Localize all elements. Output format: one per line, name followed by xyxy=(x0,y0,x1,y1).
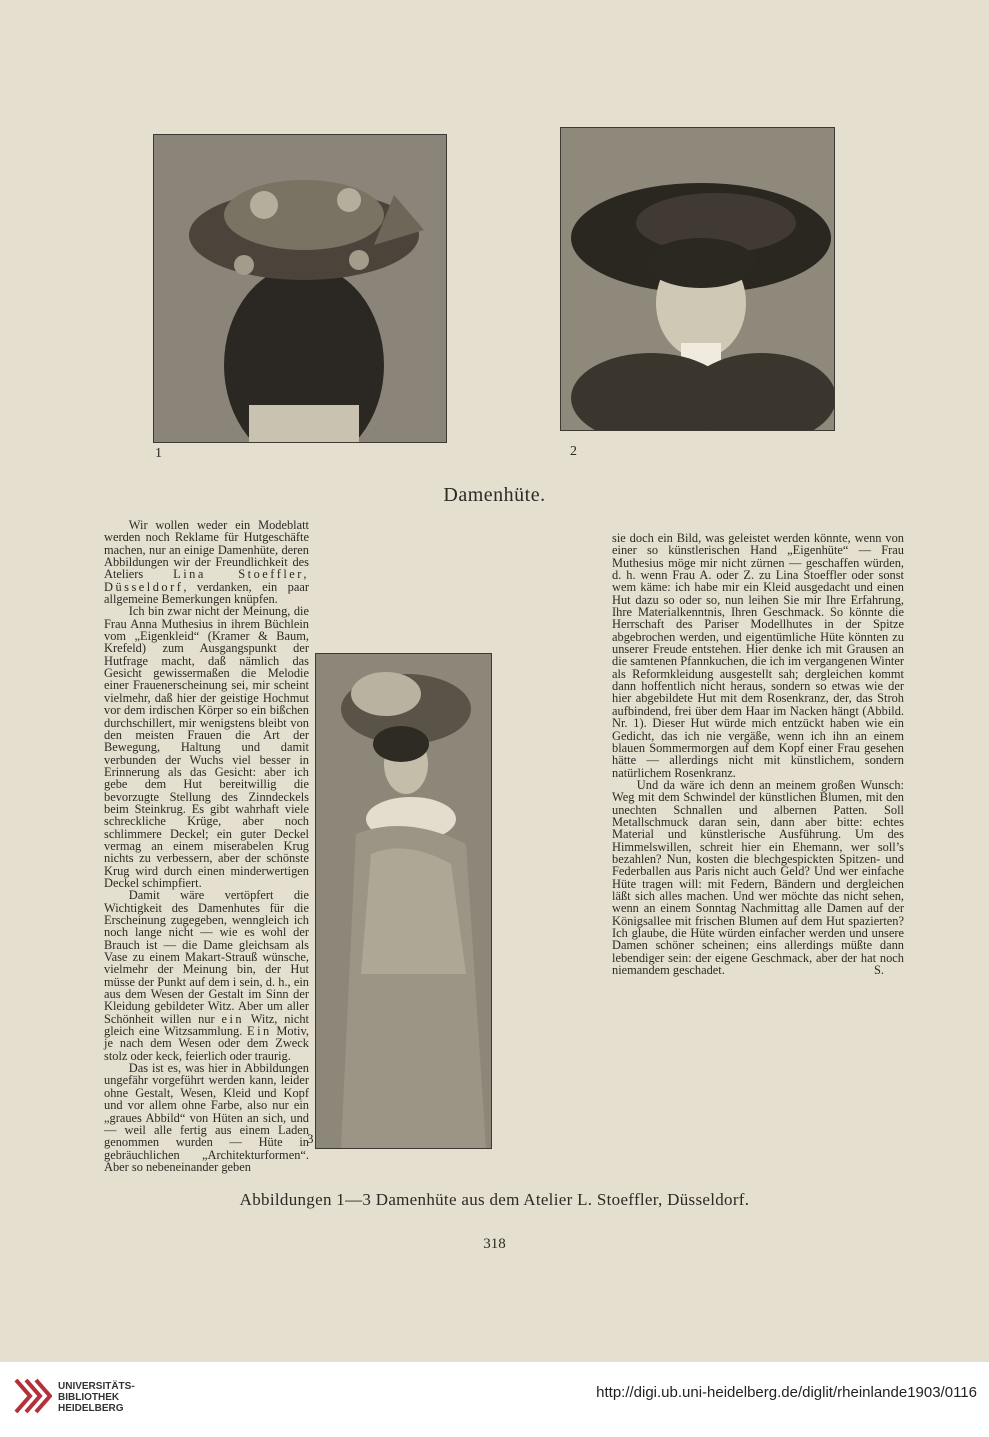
column-gap xyxy=(518,532,612,650)
article-title: Damenhüte. xyxy=(443,484,546,506)
left-paragraph-4: Das ist es, was hier in Abbildungen ungefähr vorgeführt werden kann, leider ohne Gestalt, Wesen, Kleid und Kopf und vor allem ohne Farbe, also nur ein „graues Abbild“ von Hüten an sich, und — weil alle fertig aus einem Laden genommen wurden — Hüte in gebräuchlichen „Architekturformen“. Aber so nebeneinander geben xyxy=(104,1061,309,1174)
author-signature: S. xyxy=(874,963,884,978)
left-paragraph-3: Damit wäre vertöpfert die Wichtigkeit des Damenhutes für die Erscheinung zugegeben, wenngleich ich noch lange nicht — wie es wohl der Brauch ist — die Dame gleichsam als Vase zu einem Makart-Strauß wünsche, vielmehr der Meinung bin, der Hut müsse der Punkt auf dem i sein, d. h., ein aus dem Wesen der Gestalt im Sinn der Kleidung gebildeter Witz. Aber um aller Schönheit willen nur ein Witz, nicht gleich eine Witzsammlung. Ein Motiv, je nach dem Wesen oder dem Zweck stolz oder keck, feierlich oder traurig. xyxy=(104,888,309,1063)
figure-3-illustration xyxy=(315,653,492,1149)
figure-1-photo xyxy=(153,134,447,443)
left-paragraph-2: Ich bin zwar nicht der Meinung, die Frau Anna Muthesius in ihrem Büchlein vom „Eigenkleid“ (Kramer & Baum, Krefeld) zum Ausgangspunkt der Hutfrage macht, daß nämlich das Gesicht gewissermaßen die Melodie einer Frauenerscheinung sei, mir scheint vielmehr, daß hier der geistige Hochmut vor dem irdischen Körper so ein bißchen durchschillert, mir wenigstens bleibt von den meisten Frauen die Art der Bewegung, Haltung und damit verbunden der Wuchs viel besser in Erinnerung als das Gesicht: aber ich gebe dem Hut bereitwillig die bevorzugte Stellung des Zinndeckels beim Steinkrug. Es gibt wahrhaft viele schreckliche Krüge, aber noch schlimmere Deckel; ein guter Deckel vermag an einem miserabelen Krug nichts zu verbessern, aber der schönste Krug wird durch einen minderwertigen Deckel schimpfiert. xyxy=(104,604,309,890)
right-paragraph-2: Und da wäre ich denn an meinem großen Wunsch: Weg mit dem Schwindel der künstlichen Blumen, mit den unechten Schnallen und albernen Patten. Soll Metallschmuck daran sein, dann aber bitte: echtes Material und künstlerische Ausführung. Um des Himmelswillen, schreit hier ein Ehemann, wer soll’s bezahlen? Nun, kosten die blechgespickten Spitzen- und Federballen aus Paris nicht auch Geld? Und wer einfache Hüte tragen will: mit Federn, Bändern und dergleichen läßt sich alles machen. Und wer möchte das nicht sehen, wenn an einem Sonntag Nachmittag alle Damen auf der Königsallee mit frischen Blumen auf dem Hut spazierten? Ich glaube, die Hüte würden einfacher werden und unsere Damen schöner scheinen; eins allerdings müßte dann lebendiger sein: der eigene Geschmack, aber der hat noch niemandem geschadet. xyxy=(612,777,904,978)
left-column xyxy=(104,519,490,1173)
figure-2-illustration xyxy=(561,128,834,430)
footer-bar xyxy=(0,1362,989,1437)
figure-2-number: 2 xyxy=(570,444,577,459)
right-paragraph-1: sie doch ein Bild, was geleistet werden könnte, wenn von einer so künstlerischen Hand „Eigenhüte“ — Frau Muthesius möge mir nicht zürnen — geschaffen würden, d. h. wenn Frau A. oder Z. zu Lina Stoeffler oder sonst wem käme: ich habe mir ein Kleid ausgedacht und einen Hut dazu so oder so, nun leihen Sie mir Ihre Erfahrung, Ihre Materialkenntnis, Ihren Geschmack. So könnte die Herrschaft des Pariser Modellhutes in der Spitze abgebrochen werden, und eigentümliche Hüte könnten zu unserer Freude entstehen. Hier denke ich mit Grausen an die samtenen Pfannkuchen, die ich im vergangenen Winter als Reformkleidung ausgestellt sah; dergleichen kommt dann hoffentlich nicht heraus, sondern so etwas wie der hier abgebildete Hut mit dem Rosenkranz, der, das Stroh aufbindend, frei über dem Haar im Nacken hängt (Abbild. Nr. 1). Dieser Hut würde mich entzückt haben wie ein Gedicht, das ich nie vergäße, wenn ich ihn an einem blauen Sommermorgen auf dem Kopf einer Frau gesehen hätte — allerdings nicht mit künstlichem, sondern natürlichem Rosenkranz. xyxy=(612,531,904,780)
figure-3-photo xyxy=(307,653,490,1147)
figure-2-photo xyxy=(560,127,835,431)
figure-3-number: 3 xyxy=(307,1131,314,1146)
page-number: 318 xyxy=(483,1236,506,1252)
figure-1-illustration xyxy=(154,135,446,442)
left-paragraph-1: Wir wollen weder ein Modeblatt werden noch Reklame für Hutgeschäfte machen, nur an einige Damenhüte, deren Abbildungen wir der Freundlichkeit des Ateliers Lina Stoeffler, Düsseldorf, verdanken, ein paar allgemeine Bemerkungen knüpfen. xyxy=(104,518,309,607)
figure-1-number: 1 xyxy=(155,446,162,461)
source-url-link[interactable]: http://digi.ub.uni-heidelberg.de/diglit/rheinlande1903/0116 xyxy=(596,1384,977,1401)
library-name: UNIVERSITÄTS- BIBLIOTHEK HEIDELBERG xyxy=(58,1381,135,1414)
figure-caption: Abbildungen 1—3 Damenhüte aus dem Atelier L. Stoeffler, Düsseldorf. xyxy=(239,1190,750,1209)
right-column xyxy=(518,532,904,1186)
figure-3-space xyxy=(518,650,612,1186)
atelier-name: Lina Stoeffler, Düsseldorf xyxy=(104,567,309,594)
university-logo-icon xyxy=(12,1376,52,1416)
